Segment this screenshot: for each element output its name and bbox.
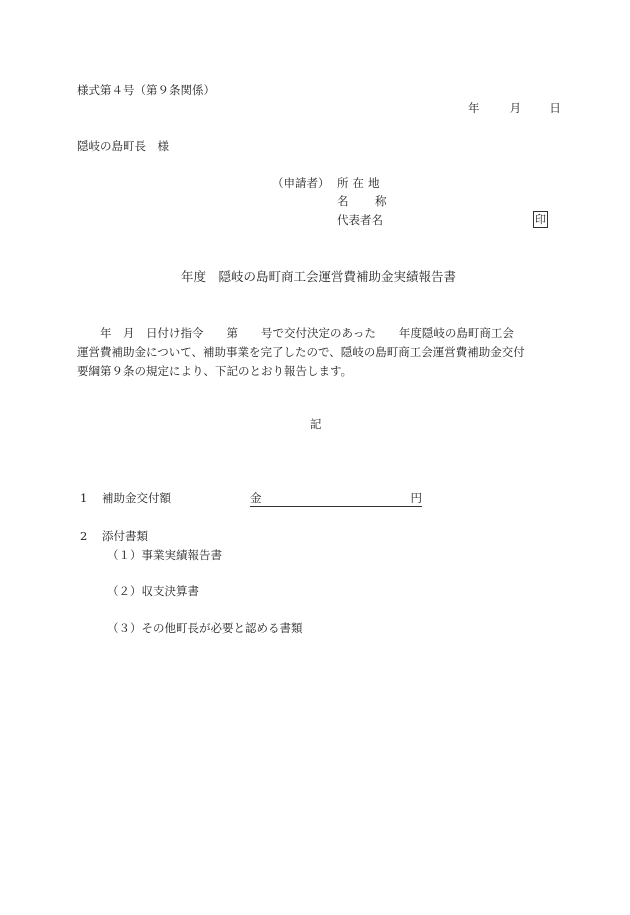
- date-month: 月: [509, 101, 522, 115]
- body-paragraph: [77, 324, 557, 381]
- representative-label: 代表者名: [337, 213, 383, 227]
- applicant-label: （申請者）: [272, 176, 330, 190]
- form-number: 様式第４号（第９条関係）: [77, 83, 215, 97]
- name-label: [337, 196, 387, 208]
- item1-number: 1: [80, 491, 88, 505]
- document-title: 年度 隠岐の島町商工会運営費補助金実績報告書: [181, 269, 457, 284]
- attachment-item: （２）収支決算書: [107, 584, 199, 598]
- body-line-1: 年 月 日付け指令 第 号で交付決定のあった 年度隠岐の島町商工会: [77, 326, 514, 340]
- date-year: 年: [468, 101, 480, 115]
- body-line-2: 運営費補助金について、補助事業を完了したので、隠岐の島町商工会運営費補助金交付: [77, 345, 525, 359]
- date-line: [468, 103, 561, 115]
- item1-label: 補助金交付額: [102, 491, 171, 505]
- amount-prefix: 金: [250, 491, 262, 505]
- amount-suffix: 円: [410, 491, 422, 505]
- name-label-part2: 称: [375, 194, 387, 208]
- ki-heading: 記: [310, 417, 322, 431]
- attachment-item: （１）事業実績報告書: [107, 548, 222, 562]
- amount-field: [250, 493, 422, 507]
- item2-number: 2: [80, 529, 88, 543]
- addressee: 隠岐の島町長 様: [77, 139, 169, 153]
- seal-stamp: 印: [535, 213, 546, 226]
- item2-label: 添付書類: [102, 529, 148, 543]
- name-label-part1: 名: [337, 194, 349, 208]
- attachment-item: （３）その他町長が必要と認める書類: [107, 621, 303, 635]
- body-line-3: 要綱第９条の規定により、下記のとおり報告します。: [77, 364, 353, 378]
- address-label: 所在地: [337, 176, 384, 190]
- date-day: 日: [549, 101, 561, 115]
